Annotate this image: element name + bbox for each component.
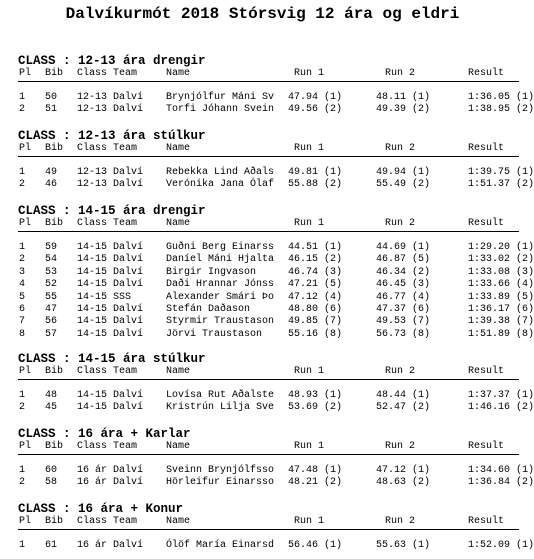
cell-class-team: 16 ár Dalví	[77, 465, 144, 476]
column-header-bib: Bib	[45, 218, 64, 229]
column-header-pl: Pl	[19, 441, 32, 452]
cell-pl: 7	[19, 316, 26, 328]
cell-name: Daði Hrannar Jónss	[166, 279, 275, 291]
cell-name: Hörleifur Einarsso	[166, 477, 275, 489]
result-row	[0, 254, 534, 266]
header-divider	[18, 231, 519, 232]
cell-run2: 48.11 (1)	[376, 92, 431, 103]
cell-class-team: 14-15 Dalví	[77, 279, 144, 291]
result-row	[0, 167, 534, 179]
cell-bib: 57	[45, 328, 58, 340]
cell-pl: 2	[19, 402, 26, 414]
column-header-bib: Bib	[45, 68, 64, 79]
result-row	[0, 92, 534, 104]
cell-run1: 47.94 (1)	[288, 92, 343, 103]
column-header-pl: Pl	[19, 143, 32, 154]
result-row	[0, 328, 534, 341]
column-header-run2: Run 2	[385, 441, 416, 452]
cell-name: Lovísa Rut Aðalste	[166, 390, 275, 401]
cell-class-team: 12-13 Dalví	[77, 179, 144, 191]
cell-class-team: 14-15 Dalví	[77, 242, 144, 253]
column-header-run1: Run 1	[294, 366, 325, 377]
cell-name: Alexander Smári Þo	[166, 291, 275, 303]
cell-bib: 60	[45, 465, 58, 476]
cell-pl: 1	[19, 92, 26, 103]
class-heading: CLASS : 12-13 ára drengir	[18, 54, 206, 68]
column-header-run1: Run 1	[294, 143, 325, 154]
cell-result: 1:46.16 (2)	[468, 402, 534, 414]
result-row	[0, 242, 534, 254]
cell-result: 1:36.17 (6)	[468, 304, 534, 315]
cell-result: 1:39.38 (7)	[468, 316, 534, 328]
cell-name: Styrmir Traustason	[166, 316, 275, 328]
cell-bib: 49	[45, 167, 58, 178]
cell-run1: 47.12 (4)	[288, 291, 343, 303]
column-header-run2: Run 2	[385, 218, 416, 229]
cell-bib: 54	[45, 254, 58, 266]
cell-name: Kristrún Lilja Sve	[166, 402, 275, 414]
column-header-class-team: Class Team	[77, 143, 138, 154]
cell-run1: 46.15 (2)	[288, 254, 343, 266]
column-header-bib: Bib	[45, 441, 64, 452]
cell-result: 1:33.89 (5)	[468, 291, 534, 303]
column-header-bib: Bib	[45, 366, 64, 377]
column-header-run2: Run 2	[385, 143, 416, 154]
cell-class-team: 14-15 Dalví	[77, 266, 144, 278]
column-header-name: Name	[166, 143, 191, 154]
cell-pl: 1	[19, 390, 26, 401]
cell-pl: 6	[19, 304, 26, 315]
column-headers	[0, 516, 525, 528]
cell-run2: 47.12 (1)	[376, 465, 431, 476]
cell-class-team: 14-15 Dalví	[77, 328, 144, 340]
cell-run2: 55.63 (1)	[376, 540, 431, 551]
cell-run1: 48.80 (6)	[288, 304, 343, 315]
cell-bib: 61	[45, 540, 58, 551]
cell-result: 1:51.89 (8)	[468, 328, 534, 340]
cell-pl: 1	[19, 540, 26, 551]
cell-pl: 2	[19, 179, 26, 191]
cell-pl: 1	[19, 465, 26, 476]
cell-bib: 50	[45, 92, 58, 103]
column-header-result: Result	[468, 218, 505, 229]
cell-run2: 48.44 (1)	[376, 390, 431, 401]
cell-name: Daníel Máni Hjalta	[166, 254, 275, 266]
cell-run1: 46.74 (3)	[288, 266, 343, 278]
result-row	[0, 291, 534, 304]
cell-run2: 52.47 (2)	[376, 402, 431, 414]
cell-result: 1:29.20 (1)	[468, 242, 534, 253]
cell-pl: 2	[19, 477, 26, 489]
cell-pl: 5	[19, 291, 26, 303]
column-header-class-team: Class Team	[77, 516, 138, 527]
column-header-result: Result	[468, 516, 505, 527]
result-row	[0, 304, 534, 316]
header-divider	[18, 81, 519, 82]
result-row	[0, 279, 534, 291]
cell-class-team: 16 ár Dalví	[77, 540, 144, 551]
column-header-class-team: Class Team	[77, 218, 138, 229]
column-header-run1: Run 1	[294, 441, 325, 452]
result-row	[0, 390, 534, 402]
class-heading: CLASS : 14-15 ára stúlkur	[18, 352, 206, 366]
column-headers	[0, 68, 525, 80]
cell-name: Birgir Ingvason	[166, 266, 257, 278]
cell-name: Jörvi Traustason	[166, 328, 263, 340]
cell-run2: 46.34 (2)	[376, 266, 431, 278]
cell-name: Rebekka Lind Aðals	[166, 167, 275, 178]
cell-result: 1:33.08 (3)	[468, 266, 534, 278]
column-header-class-team: Class Team	[77, 68, 138, 79]
cell-run2: 48.63 (2)	[376, 477, 431, 489]
column-header-name: Name	[166, 516, 191, 527]
cell-class-team: 14-15 Dalví	[77, 316, 144, 328]
cell-run2: 44.69 (1)	[376, 242, 431, 253]
cell-run2: 49.53 (7)	[376, 316, 431, 328]
column-header-result: Result	[468, 143, 505, 154]
cell-bib: 58	[45, 477, 58, 489]
cell-run2: 47.37 (6)	[376, 304, 431, 315]
cell-name: Ólöf María Einarsd	[166, 540, 275, 551]
cell-result: 1:34.60 (1)	[468, 465, 534, 476]
cell-run2: 46.45 (3)	[376, 279, 431, 291]
column-header-run1: Run 1	[294, 516, 325, 527]
page-title: Dalvíkurmót 2018 Stórsvig 12 ára og eldri	[65, 5, 460, 23]
result-row	[0, 402, 534, 414]
cell-run1: 53.69 (2)	[288, 402, 343, 414]
header-divider	[18, 529, 519, 530]
cell-pl: 3	[19, 266, 26, 278]
cell-bib: 45	[45, 402, 58, 414]
column-header-class-team: Class Team	[77, 366, 138, 377]
cell-bib: 46	[45, 179, 58, 191]
cell-run1: 49.85 (7)	[288, 316, 343, 328]
cell-bib: 59	[45, 242, 58, 253]
column-header-pl: Pl	[19, 68, 32, 79]
column-header-run1: Run 1	[294, 218, 325, 229]
column-header-bib: Bib	[45, 143, 64, 154]
cell-run1: 48.93 (1)	[288, 390, 343, 401]
cell-result: 1:52.09 (1)	[468, 540, 534, 551]
cell-pl: 2	[19, 254, 26, 266]
cell-class-team: 16 ár Dalví	[77, 477, 144, 489]
result-row	[0, 179, 534, 191]
cell-run1: 44.51 (1)	[288, 242, 343, 253]
class-heading: CLASS : 16 ára + Konur	[18, 502, 184, 516]
cell-run2: 55.49 (2)	[376, 179, 431, 191]
cell-run1: 55.88 (2)	[288, 179, 343, 191]
cell-run1: 55.16 (8)	[288, 328, 343, 340]
result-row	[0, 465, 534, 477]
column-header-pl: Pl	[19, 218, 32, 229]
cell-name: Torfi Jóhann Svein	[166, 104, 275, 116]
column-headers	[0, 143, 525, 155]
header-divider	[18, 156, 519, 157]
cell-run1: 56.46 (1)	[288, 540, 343, 551]
column-header-result: Result	[468, 366, 505, 377]
column-header-run2: Run 2	[385, 366, 416, 377]
cell-result: 1:37.37 (1)	[468, 390, 534, 401]
cell-class-team: 14-15 Dalví	[77, 390, 144, 401]
cell-bib: 53	[45, 266, 58, 278]
cell-class-team: 12-13 Dalví	[77, 104, 144, 116]
cell-bib: 51	[45, 104, 58, 116]
class-heading: CLASS : 14-15 ára drengir	[18, 204, 206, 218]
result-row	[0, 540, 534, 552]
cell-bib: 56	[45, 316, 58, 328]
column-header-name: Name	[166, 68, 191, 79]
column-header-name: Name	[166, 218, 191, 229]
cell-name: Stefán Daðason	[166, 304, 251, 315]
column-headers	[0, 218, 525, 230]
cell-run2: 56.73 (8)	[376, 328, 431, 340]
cell-name: Brynjólfur Máni Sv	[166, 92, 275, 103]
cell-class-team: 12-13 Dalví	[77, 167, 144, 178]
cell-class-team: 14-15 Dalví	[77, 402, 144, 414]
cell-result: 1:39.75 (1)	[468, 167, 534, 178]
cell-run1: 49.81 (1)	[288, 167, 343, 178]
class-heading: CLASS : 12-13 ára stúlkur	[18, 129, 206, 143]
result-row	[0, 316, 534, 328]
result-row	[0, 104, 534, 116]
cell-bib: 48	[45, 390, 58, 401]
column-header-bib: Bib	[45, 516, 64, 527]
cell-class-team: 14-15 Dalví	[77, 254, 144, 266]
cell-result: 1:36.84 (2)	[468, 477, 534, 489]
cell-pl: 1	[19, 242, 26, 253]
cell-bib: 47	[45, 304, 58, 315]
column-header-pl: Pl	[19, 366, 32, 377]
cell-bib: 52	[45, 279, 58, 291]
cell-result: 1:33.02 (2)	[468, 254, 534, 266]
cell-name: Sveinn Brynjólfsso	[166, 465, 275, 476]
column-header-run2: Run 2	[385, 516, 416, 527]
cell-class-team: 14-15 Dalví	[77, 304, 144, 315]
column-header-name: Name	[166, 366, 191, 377]
cell-run2: 46.77 (4)	[376, 291, 431, 303]
cell-result: 1:38.95 (2)	[468, 104, 534, 116]
cell-bib: 55	[45, 291, 58, 303]
cell-result: 1:33.66 (4)	[468, 279, 534, 291]
cell-name: Guðni Berg Einarss	[166, 242, 275, 253]
class-heading: CLASS : 16 ára + Karlar	[18, 427, 191, 441]
cell-name: Verónika Jana Ólaf	[166, 179, 275, 191]
cell-run1: 49.56 (2)	[288, 104, 343, 116]
column-header-run2: Run 2	[385, 68, 416, 79]
cell-result: 1:36.05 (1)	[468, 92, 534, 103]
cell-run2: 49.94 (1)	[376, 167, 431, 178]
result-row	[0, 266, 534, 279]
cell-pl: 8	[19, 328, 26, 340]
cell-class-team: 12-13 Dalví	[77, 92, 144, 103]
column-header-result: Result	[468, 441, 505, 452]
cell-run1: 47.21 (5)	[288, 279, 343, 291]
column-header-pl: Pl	[19, 516, 32, 527]
cell-result: 1:51.37 (2)	[468, 179, 534, 191]
cell-pl: 2	[19, 104, 26, 116]
column-headers	[0, 366, 525, 378]
column-header-run1: Run 1	[294, 68, 325, 79]
cell-class-team: 14-15 SSS	[77, 291, 132, 303]
column-header-result: Result	[468, 68, 505, 79]
column-header-name: Name	[166, 441, 191, 452]
cell-run1: 47.48 (1)	[288, 465, 343, 476]
cell-run1: 48.21 (2)	[288, 477, 343, 489]
cell-pl: 1	[19, 167, 26, 178]
header-divider	[18, 454, 519, 455]
column-headers	[0, 441, 525, 453]
cell-pl: 4	[19, 279, 26, 291]
column-header-class-team: Class Team	[77, 441, 138, 452]
cell-run2: 49.39 (2)	[376, 104, 431, 116]
result-row	[0, 477, 534, 489]
header-divider	[18, 379, 519, 380]
cell-run2: 46.87 (5)	[376, 254, 431, 266]
